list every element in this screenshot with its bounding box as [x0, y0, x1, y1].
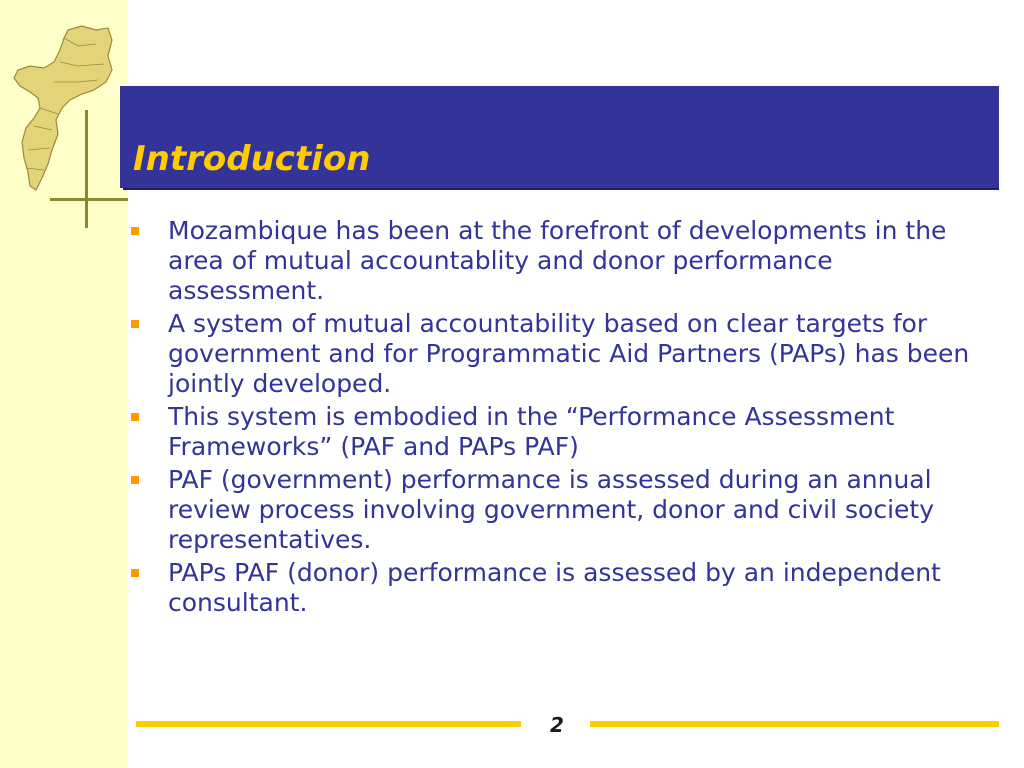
footer-rule-left: [136, 721, 521, 727]
square-bullet-icon: [131, 569, 139, 577]
bullet-item: [131, 465, 983, 555]
bullet-text: A system of mutual accountability based on clear targets for government and for Programmatic Aid Partners (PAPs) has been jointly developed.: [168, 309, 970, 398]
bullet-text: Mozambique has been at the forefront of developments in the area of mutual accountablity and donor performance assessment.: [168, 216, 947, 305]
title-band-shadow: [123, 188, 999, 190]
bullet-list: [131, 216, 983, 621]
square-bullet-icon: [131, 413, 139, 421]
square-bullet-icon: [131, 476, 139, 484]
bullet-text: This system is embodied in the “Performance Assessment Frameworks” (PAF and PAPs PAF): [168, 402, 895, 461]
slide-title: Introduction: [133, 139, 371, 179]
bullet-text: PAF (government) performance is assessed during an annual review process involving government, donor and civil society representatives.: [168, 465, 934, 554]
vertical-accent-rule: [85, 110, 88, 228]
square-bullet-icon: [131, 227, 139, 235]
bullet-item: [131, 309, 983, 399]
horizontal-accent-rule: [50, 198, 128, 201]
bullet-item: [131, 558, 983, 618]
square-bullet-icon: [131, 320, 139, 328]
page-number: 2: [550, 713, 564, 737]
bullet-item: [131, 402, 983, 462]
footer-rule-right: [590, 721, 999, 727]
bullet-text: PAPs PAF (donor) performance is assessed by an independent consultant.: [168, 558, 941, 617]
bullet-item: [131, 216, 983, 306]
mozambique-map-icon: [8, 22, 120, 198]
